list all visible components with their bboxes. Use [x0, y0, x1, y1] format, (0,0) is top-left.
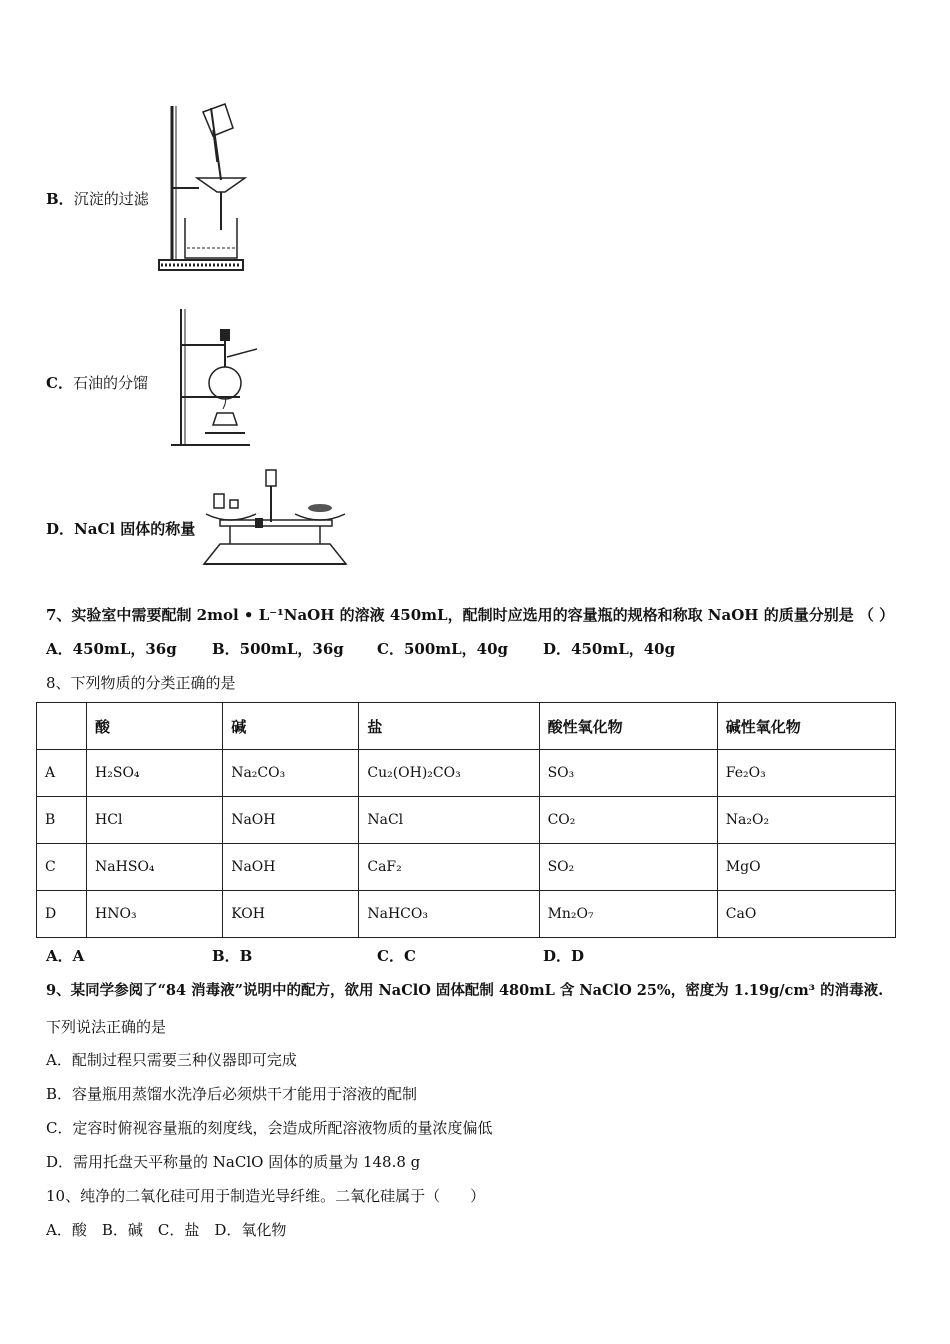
table-cell: A — [37, 750, 87, 797]
table-cell: NaOH — [223, 797, 359, 844]
table-row — [37, 750, 896, 797]
q8-stem: 8、下列物质的分类正确的是 — [46, 674, 236, 692]
table-cell: KOH — [223, 891, 359, 938]
q9-option-d: D．需用托盘天平称量的 NaClO 固体的质量为 148.8 g — [46, 1153, 421, 1171]
table-row — [37, 891, 896, 938]
q9-stem: 9、某同学参阅了“84 消毒液”说明中的配方，欲用 NaClO 固体配制 480mL 含 NaClO 25%，密度为 1.19g/cm³ 的消毒液. — [46, 982, 884, 999]
q7-stem: 7、实验室中需要配制 2mol • L⁻¹NaOH 的溶液 450mL，配制时应选用的容量瓶的规格和称取 NaOH 的质量分别是 （ ） — [46, 606, 895, 624]
table-cell: Fe₂O₃ — [717, 750, 895, 797]
table-cell: Mn₂O₇ — [539, 891, 717, 938]
q8-option-d: D．D — [543, 947, 585, 965]
filtration-apparatus-figure — [155, 100, 255, 275]
header-cell: 酸 — [87, 703, 223, 750]
table-cell: B — [37, 797, 87, 844]
q9-option-a: A．配制过程只需要三种仪器即可完成 — [46, 1051, 297, 1069]
q8-option-b: B．B — [212, 947, 253, 965]
header-cell: 碱 — [223, 703, 359, 750]
table-cell: CaO — [717, 891, 895, 938]
table-cell: NaHSO₄ — [87, 844, 223, 891]
q7-option-a: A．450mL，36g — [46, 640, 177, 658]
table-cell: CO₂ — [539, 797, 717, 844]
table-cell: Na₂CO₃ — [223, 750, 359, 797]
table-header-row — [37, 703, 896, 750]
table-cell: Cu₂(OH)₂CO₃ — [359, 750, 539, 797]
table-cell: SO₃ — [539, 750, 717, 797]
header-cell — [37, 703, 87, 750]
table-cell: D — [37, 891, 87, 938]
table-cell: NaHCO₃ — [359, 891, 539, 938]
q9-stem-line2: 下列说法正确的是 — [46, 1018, 167, 1036]
balance-figure — [200, 466, 350, 570]
q10-options: A．酸 B．碱 C．盐 D．氧化物 — [46, 1221, 287, 1239]
q7-option-b: B．500mL，36g — [212, 640, 344, 658]
header-cell: 盐 — [359, 703, 539, 750]
q6-option-d — [46, 518, 195, 539]
table-cell: Na₂O₂ — [717, 797, 895, 844]
q9-option-c: C．定容时俯视容量瓶的刻度线，会造成所配溶液物质的量浓度偏低 — [46, 1119, 493, 1137]
table-cell: NaOH — [223, 844, 359, 891]
q7-option-d: D．450mL，40g — [543, 640, 676, 658]
header-cell: 碱性氧化物 — [717, 703, 895, 750]
q6-option-b — [46, 188, 149, 209]
table-row — [37, 797, 896, 844]
table-cell: H₂SO₄ — [87, 750, 223, 797]
q9-option-b: B．容量瓶用蒸馏水洗净后必须烘干才能用于溶液的配制 — [46, 1085, 418, 1103]
header-cell: 酸性氧化物 — [539, 703, 717, 750]
table-cell: SO₂ — [539, 844, 717, 891]
table-cell: NaCl — [359, 797, 539, 844]
option-text: 石油的分馏 — [72, 374, 148, 392]
option-letter: D． — [46, 520, 75, 538]
q8-option-c: C．C — [377, 947, 416, 965]
q7-option-c: C．500mL，40g — [377, 640, 509, 658]
option-letter: B． — [46, 190, 74, 208]
table-cell: CaF₂ — [359, 844, 539, 891]
q6-option-c — [46, 372, 148, 393]
table-cell: HCl — [87, 797, 223, 844]
option-letter: C． — [46, 374, 73, 392]
table-row — [37, 844, 896, 891]
distillation-apparatus-figure — [165, 305, 260, 450]
q8-option-a: A．A — [46, 947, 85, 965]
q10-stem: 10、纯净的二氧化硅可用于制造光导纤维。二氧化硅属于（ ） — [46, 1187, 486, 1205]
table-cell: HNO₃ — [87, 891, 223, 938]
table-cell: MgO — [717, 844, 895, 891]
option-text: 沉淀的过滤 — [73, 190, 149, 208]
table-cell: C — [37, 844, 87, 891]
classification-table — [36, 702, 896, 938]
option-text: NaCl 固体的称量 — [74, 520, 196, 538]
